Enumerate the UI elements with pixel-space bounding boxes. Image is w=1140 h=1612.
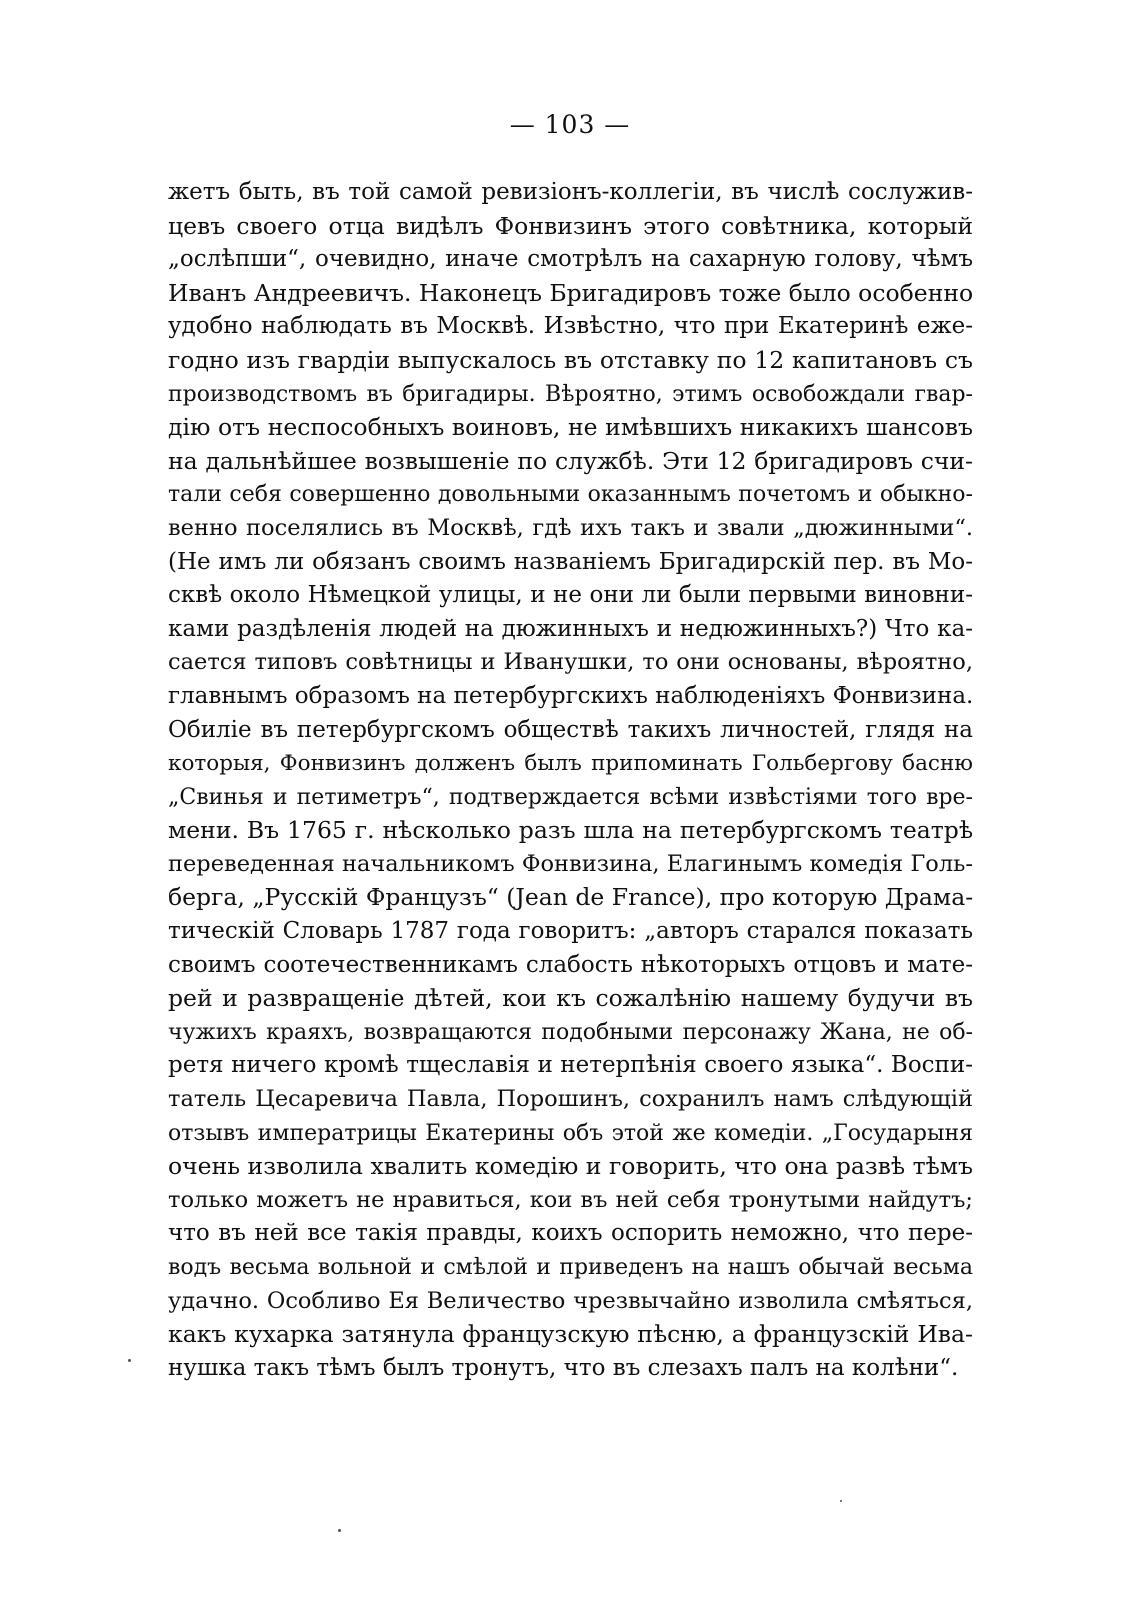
scan-speck — [840, 1500, 842, 1502]
text-line: чужихъ краяхъ, возвращаются подобными персонажу Жана, не об- — [168, 1019, 973, 1045]
text-line: цевъ своего отца видѣлъ Фонвизинъ этого совѣтника, который — [168, 211, 973, 240]
text-line: ками раздѣленія людей на дюжинныхъ и недюжинныхъ?) Что ка- — [168, 615, 973, 642]
text-line: тали себя совершенно довольными оказаннымъ почетомъ и обыкно- — [168, 482, 973, 508]
text-line: „Свинья и петиметръ“, подтверждается всѣми извѣстіями того вре- — [168, 784, 973, 810]
text-line: которыя, Фонвизинъ долженъ былъ припоминать Гольбергову басню — [168, 751, 973, 777]
text-line: (Не имъ ли обязанъ своимъ названіемъ Бригадирскій пер. въ Мо- — [168, 548, 973, 575]
page-number: — 103 — — [509, 110, 631, 139]
text-line: удачно. Особливо Ея Величество чрезвычайно изволила смѣяться, — [168, 1287, 973, 1314]
text-line: сквѣ около Нѣмецкой улицы, и не они ли были первыми виновни- — [168, 582, 973, 609]
text-line: своимъ соотечественникамъ слабость нѣкоторыхъ отцовъ и мате- — [168, 951, 973, 978]
text-line: Иванъ Андреевичъ. Наконецъ Бригадировъ тоже было особенно — [168, 278, 973, 307]
text-line: мени. Въ 1765 г. нѣсколько разъ шла на петербургскомъ театрѣ — [168, 816, 973, 845]
text-line: что въ ней все такія правды, коихъ оспорить неможно, что пере- — [168, 1220, 973, 1247]
text-line: удобно наблюдать въ Москвѣ. Извѣстно, что при Екатеринѣ еже- — [168, 313, 973, 340]
scan-speck — [338, 1529, 341, 1532]
text-line: водъ весьма вольной и смѣлой и приведенъ на нашъ обычай весьма — [168, 1255, 973, 1280]
scan-speck — [128, 1359, 131, 1362]
text-line: дію отъ неспособныхъ воиновъ, не имѣвшихъ никакихъ шансовъ — [168, 413, 973, 442]
text-line: татель Цесаревича Павла, Порошинъ, сохранилъ намъ слѣдующій — [168, 1086, 973, 1113]
text-line: берга, „Русскій Французъ“ (Jean de France), про которую Драма- — [168, 883, 973, 912]
text-line: производствомъ въ бригадиры. Вѣроятно, этимъ освобождали гвар- — [168, 381, 973, 407]
text-line: Обиліе въ петербургскомъ обществѣ такихъ личностей, глядя на — [168, 716, 973, 743]
text-line: только можетъ не нравиться, кои въ ней себя тронутыми найдутъ; — [168, 1186, 973, 1213]
text-line: отзывъ императрицы Екатерины объ этой же комедіи. „Государыня — [168, 1120, 973, 1146]
text-line: какъ кухарка затянула французскую пѣсню, а французскій Ива- — [168, 1320, 973, 1349]
text-line: венно поселялись въ Москвѣ, гдѣ ихъ такъ и звали „дюжинными“. — [168, 514, 973, 541]
text-line: ретя ничего кромѣ тщеславія и нетерпѣнія своего языка“. Воспи- — [168, 1052, 973, 1079]
body-text — [168, 176, 973, 1385]
text-line: очень изволила хвалить комедію и говорить, что она развѣ тѣмъ — [168, 1152, 973, 1181]
text-line: главнымъ образомъ на петербургскихъ наблюденіяхъ Фонвизина. — [168, 682, 973, 709]
text-line: на дальнѣйшее возвышеніе по службѣ. Эти 12 бригадировъ счи- — [168, 446, 973, 475]
text-line: переведенная начальникомъ Фонвизина, Елагинымъ комедія Голь- — [168, 850, 973, 877]
text-line: нушка такъ тѣмъ былъ тронутъ, что въ слезахъ палъ на колѣни“. — [168, 1354, 959, 1381]
text-line: тическій Словарь 1787 года говоритъ: „авторъ старался показать — [168, 918, 973, 945]
text-line: годно изъ гвардіи выпускалось въ отставку по 12 капитановъ съ — [168, 345, 973, 374]
text-line: жетъ быть, въ той самой ревизіонъ-коллегіи, въ числѣ сослужив- — [168, 179, 973, 205]
text-line: сается типовъ совѣтницы и Иванушки, то они основаны, вѣроятно, — [168, 649, 973, 676]
text-line: рей и развращеніе дѣтей, кои къ сожалѣнію нашему будучи въ — [168, 984, 973, 1013]
text-line: „ослѣпши“, очевидно, иначе смотрѣлъ на сахарную голову, чѣмъ — [168, 246, 973, 273]
